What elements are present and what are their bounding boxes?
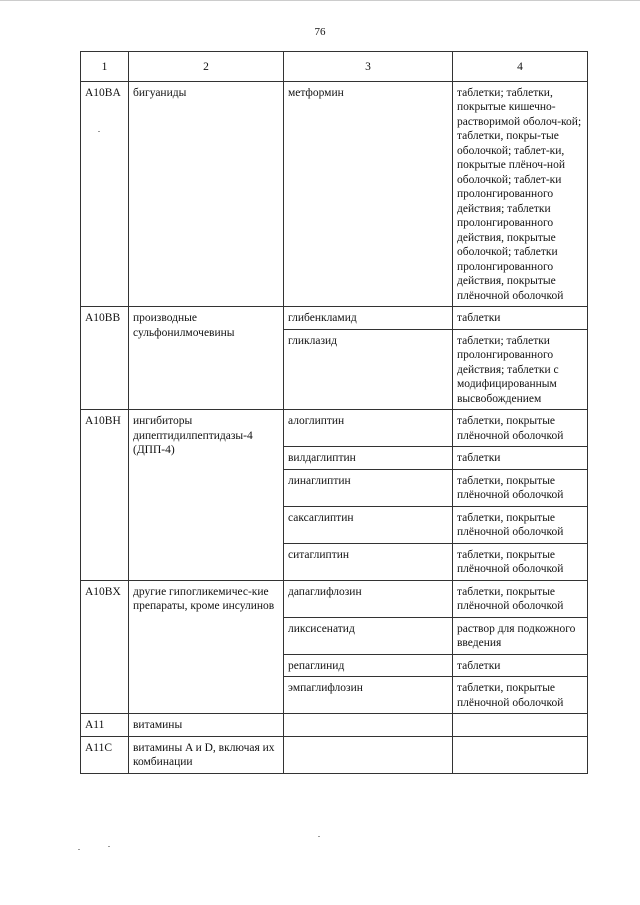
group-name-cell: производные сульфонилмочевины [129, 307, 284, 410]
dosage-form-cell [453, 736, 588, 773]
dosage-form-cell: таблетки [453, 447, 588, 470]
dosage-form-cell: таблетки, покрытые плёночной оболочкой [453, 506, 588, 543]
dosage-form-cell: таблетки, покрытые плёночной оболочкой [453, 580, 588, 617]
header-row [81, 52, 588, 82]
group-name-cell: ингибиторы дипептидилпептидазы-4 (ДПП-4) [129, 410, 284, 581]
drug-name-cell: дапаглифлозин [284, 580, 453, 617]
column-header: 4 [453, 52, 588, 82]
drug-name-cell: гликлазид [284, 329, 453, 410]
scan-speck [108, 846, 110, 847]
column-header: 2 [129, 52, 284, 82]
dosage-form-cell [453, 714, 588, 737]
table-row [81, 736, 588, 773]
dosage-form-cell: таблетки [453, 654, 588, 677]
dosage-form-cell: таблетки; таблетки, покрытые кишечно-растворимой оболоч-кой; таблетки, покры-тые оболочкой; таблет-ки, покрытые плёноч-ной оболочкой; таблет-ки пролонгированного действия; таблетки пролонгированного действия, покрытые оболочкой; таблетки пролонгированного действия, покрытые плёночной оболочкой [453, 81, 588, 307]
drug-name-cell: вилдаглиптин [284, 447, 453, 470]
column-header: 3 [284, 52, 453, 82]
drug-name-cell: ситаглиптин [284, 543, 453, 580]
dosage-form-cell: таблетки, покрытые плёночной оболочкой [453, 543, 588, 580]
group-name-cell: бигуаниды [129, 81, 284, 307]
atc-code-cell: A11C [81, 736, 129, 773]
drug-name-cell: ликсисенатид [284, 617, 453, 654]
dosage-form-cell: таблетки [453, 307, 588, 330]
drug-name-cell: эмпаглифлозин [284, 677, 453, 714]
drug-table [80, 51, 588, 774]
table-row [81, 580, 588, 617]
group-name-cell: другие гипогликемичес-кие препараты, кроме инсулинов [129, 580, 284, 714]
table-row [81, 410, 588, 447]
atc-code-cell: A11 [81, 714, 129, 737]
drug-name-cell [284, 736, 453, 773]
column-header: 1 [81, 52, 129, 82]
drug-name-cell [284, 714, 453, 737]
group-name-cell: витамины A и D, включая их комбинации [129, 736, 284, 773]
table-row [81, 714, 588, 737]
drug-name-cell: саксаглиптин [284, 506, 453, 543]
table-row [81, 81, 588, 307]
atc-code-cell: A10BA [81, 81, 129, 307]
drug-name-cell: глибенкламид [284, 307, 453, 330]
scan-speck [318, 836, 320, 837]
table-body [81, 81, 588, 773]
dosage-form-cell: таблетки, покрытые плёночной оболочкой [453, 677, 588, 714]
drug-name-cell: алоглиптин [284, 410, 453, 447]
group-name-cell: витамины [129, 714, 284, 737]
page-number: 76 [314, 26, 326, 38]
scan-top-edge [0, 0, 640, 1]
atc-code-cell: A10BH [81, 410, 129, 581]
scan-speck [98, 131, 100, 132]
atc-code-cell: A10BB [81, 307, 129, 410]
table-row [81, 307, 588, 330]
drug-name-cell: метформин [284, 81, 453, 307]
atc-code-cell: A10BX [81, 580, 129, 714]
dosage-form-cell: таблетки; таблетки пролонгированного действия; таблетки с модифицированным высвобождением [453, 329, 588, 410]
dosage-form-cell: раствор для подкожного введения [453, 617, 588, 654]
dosage-form-cell: таблетки, покрытые плёночной оболочкой [453, 469, 588, 506]
drug-name-cell: линаглиптин [284, 469, 453, 506]
dosage-form-cell: таблетки, покрытые плёночной оболочкой [453, 410, 588, 447]
drug-name-cell: репаглинид [284, 654, 453, 677]
scan-speck [78, 849, 80, 850]
